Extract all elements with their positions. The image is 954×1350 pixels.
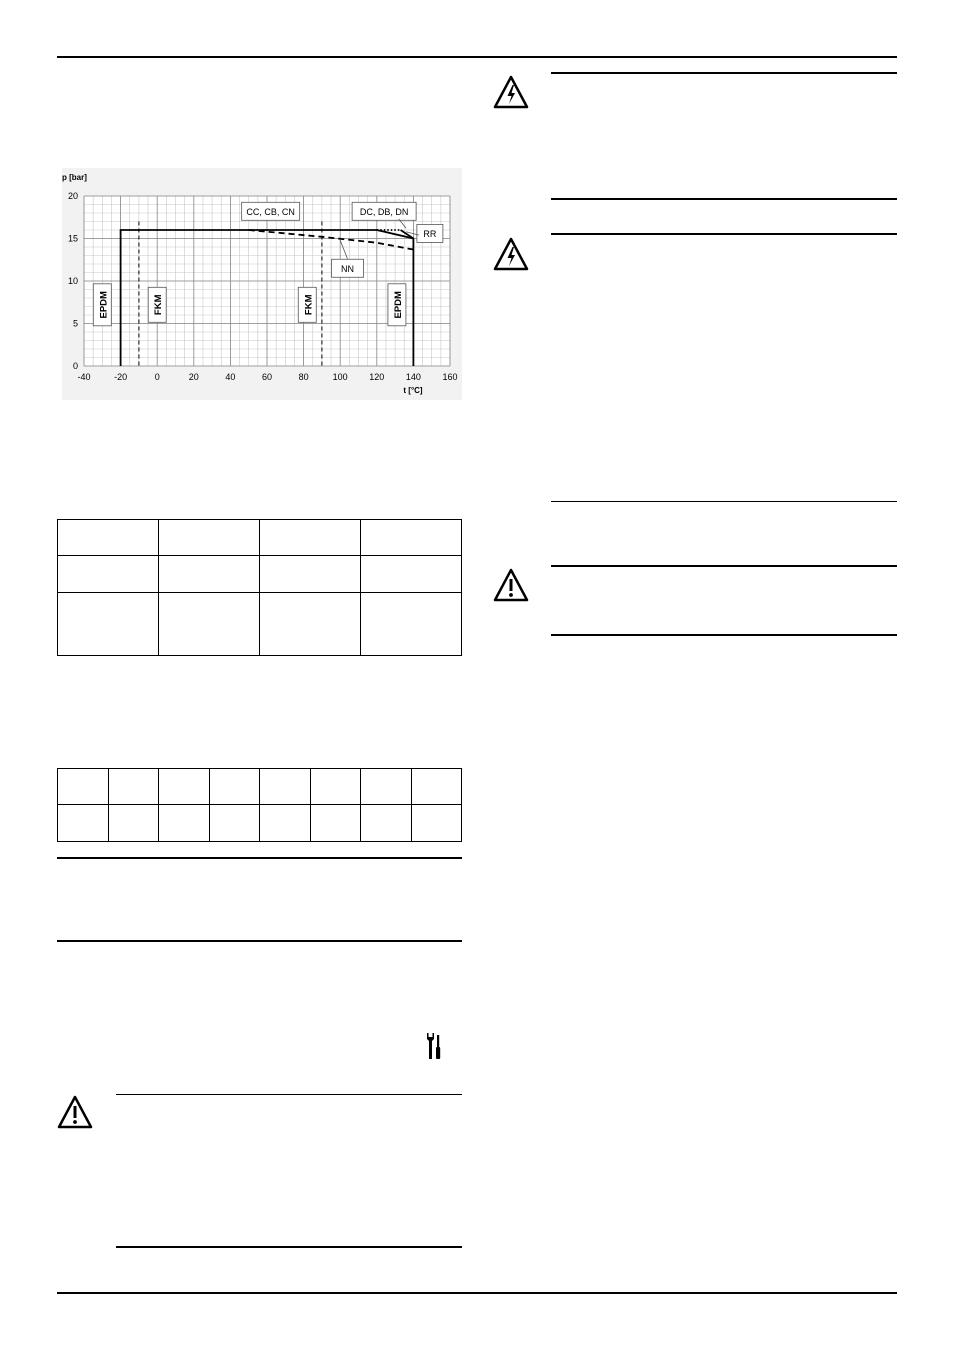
table-cell bbox=[108, 769, 159, 805]
electrical-hazard-icon bbox=[492, 74, 530, 110]
tools-icon bbox=[424, 1031, 444, 1061]
y-tick-label: 15 bbox=[67, 233, 78, 244]
electrical-warning-1-rule-top bbox=[551, 72, 897, 74]
table-cell bbox=[209, 769, 260, 805]
x-tick-label: 100 bbox=[332, 372, 348, 382]
electrical-warning-2-rule-top bbox=[551, 233, 897, 235]
electrical-warning-2-rule-bottom bbox=[551, 501, 897, 502]
region-label-group bbox=[388, 284, 406, 326]
table-cell bbox=[58, 520, 159, 556]
warning-icon bbox=[56, 1094, 94, 1130]
annotation-label: DC, DB, DN bbox=[359, 206, 409, 217]
table-cell bbox=[159, 805, 210, 842]
table-cell bbox=[411, 769, 462, 805]
table-cell bbox=[108, 805, 159, 842]
table-cell bbox=[58, 769, 109, 805]
y-tick-label: 10 bbox=[67, 276, 78, 286]
electrical-hazard-icon bbox=[492, 236, 530, 272]
region-label-group bbox=[93, 284, 111, 326]
y-axis-label: p [bar] bbox=[62, 173, 87, 182]
annotation-label: NN bbox=[341, 263, 355, 274]
table-row bbox=[58, 769, 462, 805]
region-label: EPDM bbox=[392, 291, 404, 319]
x-tick-label: 120 bbox=[369, 372, 385, 382]
chart-svg bbox=[62, 168, 462, 400]
warning-rule-bottom bbox=[116, 1246, 462, 1248]
table-cell bbox=[361, 520, 462, 556]
region-label-group bbox=[148, 287, 166, 322]
note-rule-bottom bbox=[57, 940, 462, 942]
x-tick-label: 160 bbox=[442, 372, 458, 382]
x-tick-label: 0 bbox=[154, 372, 160, 382]
table-cell bbox=[411, 805, 462, 842]
table-row bbox=[58, 520, 462, 556]
table-cell bbox=[58, 805, 109, 842]
x-tick-label: -20 bbox=[114, 372, 128, 382]
warning-icon bbox=[492, 567, 530, 603]
table-cell bbox=[260, 556, 361, 593]
caution-rule-bottom bbox=[551, 634, 897, 636]
region-label: FKM bbox=[153, 294, 165, 316]
table-cell bbox=[361, 769, 412, 805]
table-row bbox=[58, 593, 462, 656]
y-tick-label: 0 bbox=[72, 361, 78, 371]
table-cell bbox=[361, 556, 462, 593]
table-cell bbox=[260, 593, 361, 656]
x-tick-label: 60 bbox=[261, 372, 273, 382]
table-cell bbox=[361, 805, 412, 842]
table-cell bbox=[310, 805, 361, 842]
pressure-temperature-chart bbox=[62, 168, 462, 400]
table-cell bbox=[209, 805, 260, 842]
x-axis-label: t [°C] bbox=[403, 386, 423, 395]
table-cell bbox=[58, 556, 159, 593]
x-tick-label: 80 bbox=[298, 372, 309, 382]
table-cell bbox=[260, 805, 311, 842]
annotation-label: RR bbox=[423, 228, 437, 239]
y-tick-label: 5 bbox=[72, 318, 78, 329]
x-tick-label: -40 bbox=[77, 372, 91, 382]
x-tick-label: 40 bbox=[225, 372, 236, 382]
table-cell bbox=[361, 593, 462, 656]
table-cell bbox=[159, 520, 260, 556]
annotation-label: CC, CB, CN bbox=[246, 206, 295, 217]
x-tick-label: 140 bbox=[405, 372, 421, 382]
note-rule-top bbox=[57, 857, 462, 859]
table-cell bbox=[58, 593, 159, 656]
table-row bbox=[58, 805, 462, 842]
region-label: FKM bbox=[303, 294, 315, 316]
table-row bbox=[58, 556, 462, 593]
table-cell bbox=[159, 556, 260, 593]
table-cell bbox=[159, 593, 260, 656]
header-rule bbox=[57, 56, 897, 58]
region-label: EPDM bbox=[98, 291, 110, 319]
table-1 bbox=[57, 519, 462, 656]
table-cell bbox=[260, 769, 311, 805]
table-cell bbox=[159, 769, 210, 805]
caution-rule-top bbox=[551, 565, 897, 567]
footer-rule bbox=[57, 1292, 897, 1294]
electrical-warning-1-rule-bottom bbox=[551, 198, 897, 200]
table-cell bbox=[260, 520, 361, 556]
warning-rule-top bbox=[116, 1094, 462, 1095]
y-tick-label: 20 bbox=[67, 191, 78, 201]
table-cell bbox=[310, 769, 361, 805]
x-tick-label: 20 bbox=[188, 372, 199, 382]
table-2 bbox=[57, 768, 462, 842]
region-label-group bbox=[298, 287, 316, 322]
